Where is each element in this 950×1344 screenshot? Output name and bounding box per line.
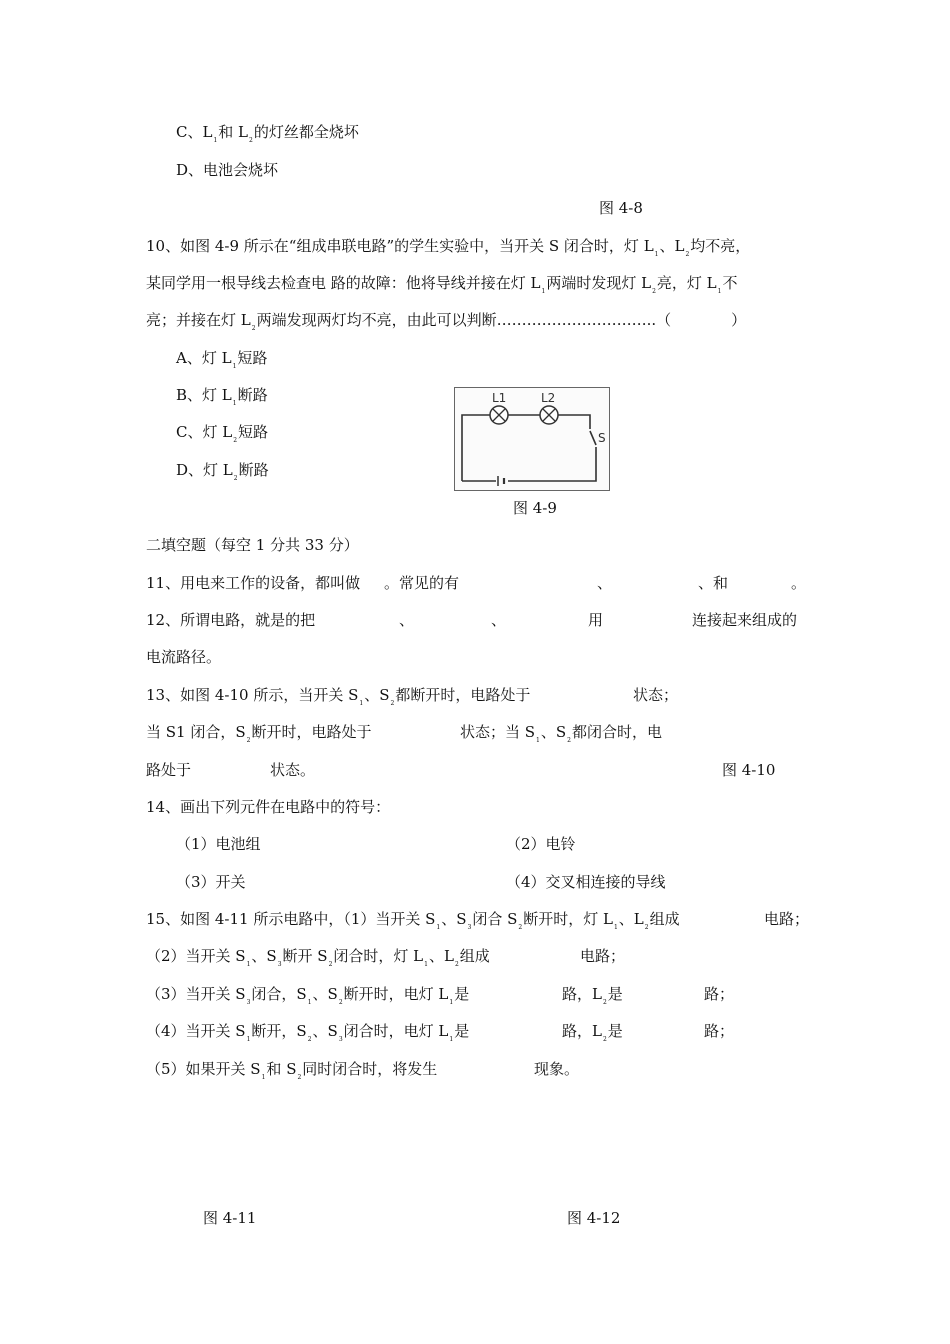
question-13-line1: 13、如图 4-10 所示，当开关 $S_1$、$S_2$都断开时，电路处于 (146, 686, 531, 707)
figure-caption-4-9: 图 4-9 (513, 499, 557, 517)
question-14-item-3: （3）开关 (176, 873, 246, 891)
lamp-l2-label: L2 (541, 391, 556, 405)
question-15-line3-part: 路，$L_2$是 (562, 985, 623, 1006)
question-13-part: 状态； (633, 686, 679, 704)
question-15-line1: 15、如图 4-11 所示电路中，（1）当开关 $S_1$、$S_3$闭合 $S_2$断开时，灯 $L_1$、$L_2$组成 (146, 910, 680, 931)
question-14: 14、画出下列元件在电路中的符号： (146, 798, 391, 816)
question-14-item-1: （1）电池组 (176, 835, 261, 853)
section-2-heading: 二填空题（每空 1 分共 33 分） (146, 536, 359, 554)
question-14-item-4: （4）交叉相连接的导线 (506, 873, 666, 891)
question-15-part: 路； (704, 985, 735, 1003)
question-10-line1: 10、如图 4-9 所示在“组成串联电路”的学生实验中，当开关 S 闭合时，灯 $L_1$、$L_2$均不亮， (146, 237, 751, 258)
lamp-l1 (490, 406, 508, 424)
question-12-line2: 电流路径。 (146, 648, 222, 666)
figure-caption-4-8: 图 4-8 (599, 199, 643, 217)
question-12-part: 用 (588, 611, 604, 629)
figure-caption-4-12: 图 4-12 (567, 1209, 621, 1227)
question-15-part: 路； (704, 1022, 735, 1040)
question-12-part: 连接起来组成的 (692, 611, 798, 629)
question-11-part: 。常见的有 (384, 574, 460, 592)
option-c-q10: C、灯 $L_2$短路 (176, 423, 269, 444)
question-15-part: 电路； (764, 910, 810, 928)
circuit-figure-4-9 (454, 387, 610, 491)
question-10-line3: 亮；并接在灯 $L_2$两端发现两灯均不亮，由此可以判断…………………………..（ ） (146, 311, 747, 332)
switch-s-label: S (598, 431, 606, 445)
question-11-part: 。 (791, 574, 807, 592)
question-11-part: 、 (597, 574, 613, 592)
option-b-q10: B、灯 $L_1$断路 (176, 386, 268, 407)
question-13-part: 状态。 (270, 761, 316, 779)
question-15-part: 现象。 (534, 1060, 580, 1078)
question-14-item-2: （2）电铃 (506, 835, 576, 853)
figure-caption-4-10: 图 4-10 (722, 761, 776, 779)
question-13-line3: 路处于 (146, 761, 192, 779)
question-15-line3: （3）当开关 $S_3$闭合，$S_1$、$S_2$断开时，电灯 $L_1$是 (146, 985, 470, 1006)
question-13-line2-part: 状态；当 $S_1$、$S_2$都闭合时，电 (460, 723, 662, 744)
lamp-l1-label: L1 (492, 391, 507, 405)
question-11: 11、用电来工作的设备，都叫做 (146, 574, 361, 592)
question-10-line2: 某同学用一根导线去检查电 路的故障：他将导线并接在灯 $L_1$两端时发现灯 $L_2$亮，灯 $L_1$不 (146, 274, 738, 295)
question-11-part: 、和 (698, 574, 729, 592)
question-12-part: 、 (399, 611, 415, 629)
question-15-line5: （5）如果开关 $S_1$和 $S_2$同时闭合时，将发生 (146, 1060, 438, 1081)
option-d-q9: D、电池会烧坏 (176, 161, 279, 179)
option-d-q10: D、灯 $L_2$断路 (176, 461, 269, 482)
question-15-line4: （4）当开关 $S_1$断开，$S_2$、$S_3$闭合时，电灯 $L_1$是 (146, 1022, 470, 1043)
question-15-line2: （2）当开关 $S_1$、$S_3$断开 $S_2$闭合时，灯 $L_1$、$L_2$组成 (146, 947, 490, 968)
question-12: 12、所谓电路，就是的把 (146, 611, 316, 629)
question-13-line2: 当 S1 闭合，$S_2$断开时，电路处于 (146, 723, 372, 744)
lamp-l2 (540, 406, 558, 424)
option-a-q10: A、灯 $L_1$短路 (176, 349, 268, 370)
question-15-line4-part: 路，$L_2$是 (562, 1022, 623, 1043)
question-15-part: 电路； (580, 947, 626, 965)
option-c-q9: C、$L_1$和 $L_2$的灯丝都全烧坏 (176, 123, 359, 144)
question-12-part: 、 (491, 611, 507, 629)
figure-caption-4-11: 图 4-11 (203, 1209, 257, 1227)
